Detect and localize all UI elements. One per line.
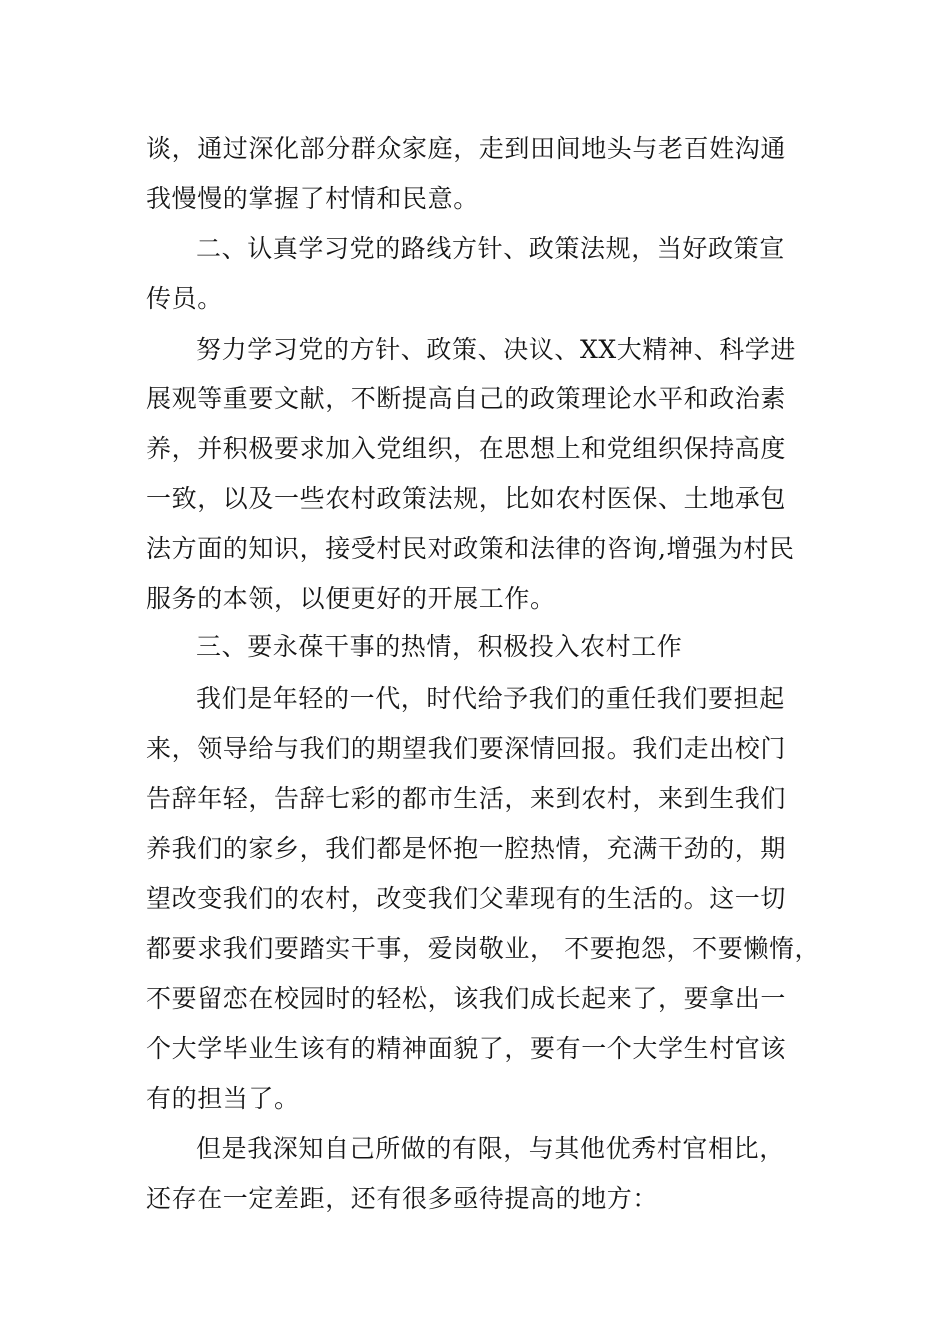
heading-2: 二、认真学习党的路线方针、政策法规，当好政策宣: [196, 234, 785, 263]
text-line: 都要求我们要踏实干事，爱岗敬业， 不要抱怨，不要懒惰，: [146, 934, 821, 963]
text-line: 展观等重要文献，不断提高自己的政策理论水平和政治素: [146, 384, 787, 413]
text-line: 告辞年轻，告辞七彩的都市生活，来到农村，来到生我们: [146, 784, 787, 813]
text-line: 养，并积极要求加入党组织，在思想上和党组织保持高度: [146, 434, 787, 463]
text-line: 有的担当了。: [146, 1084, 300, 1113]
text-line: 个大学毕业生该有的精神面貌了，要有一个大学生村官该: [146, 1034, 787, 1063]
text-line: 望改变我们的农村，改变我们父辈现有的生活的。这一切: [146, 884, 787, 913]
text-line: 法方面的知识，接受村民对政策和法律的咨询,增强为村民: [146, 534, 795, 563]
text-line: 谈，通过深化部分群众家庭，走到田间地头与老百姓沟通: [146, 134, 787, 163]
text-line: 我慢慢的掌握了村情和民意。: [146, 184, 479, 213]
text-line: 一致，以及一些农村政策法规，比如农村医保、土地承包: [146, 484, 787, 513]
text-line: 但是我深知自己所做的有限，与其他优秀村官相比，: [196, 1134, 785, 1163]
text-line: 不要留恋在校园时的轻松，该我们成长起来了，要拿出一: [146, 984, 787, 1013]
text-line: 养我们的家乡，我们都是怀抱一腔热情，充满干劲的，期: [146, 834, 787, 863]
text-line: 来，领导给与我们的期望我们要深情回报。我们走出校门: [146, 734, 787, 763]
text-line: 服务的本领，以便更好的开展工作。: [146, 584, 556, 613]
text-line: 还存在一定差距，还有很多亟待提高的地方：: [146, 1184, 659, 1213]
heading-3: 三、要永葆干事的热情，积极投入农村工作: [196, 632, 683, 661]
text-line: 传员。: [146, 284, 223, 313]
text-line: 我们是年轻的一代，时代给予我们的重任我们要担起: [196, 684, 785, 713]
text-line: 努力学习党的方针、政策、决议、XX大精神、科学进: [196, 335, 796, 364]
